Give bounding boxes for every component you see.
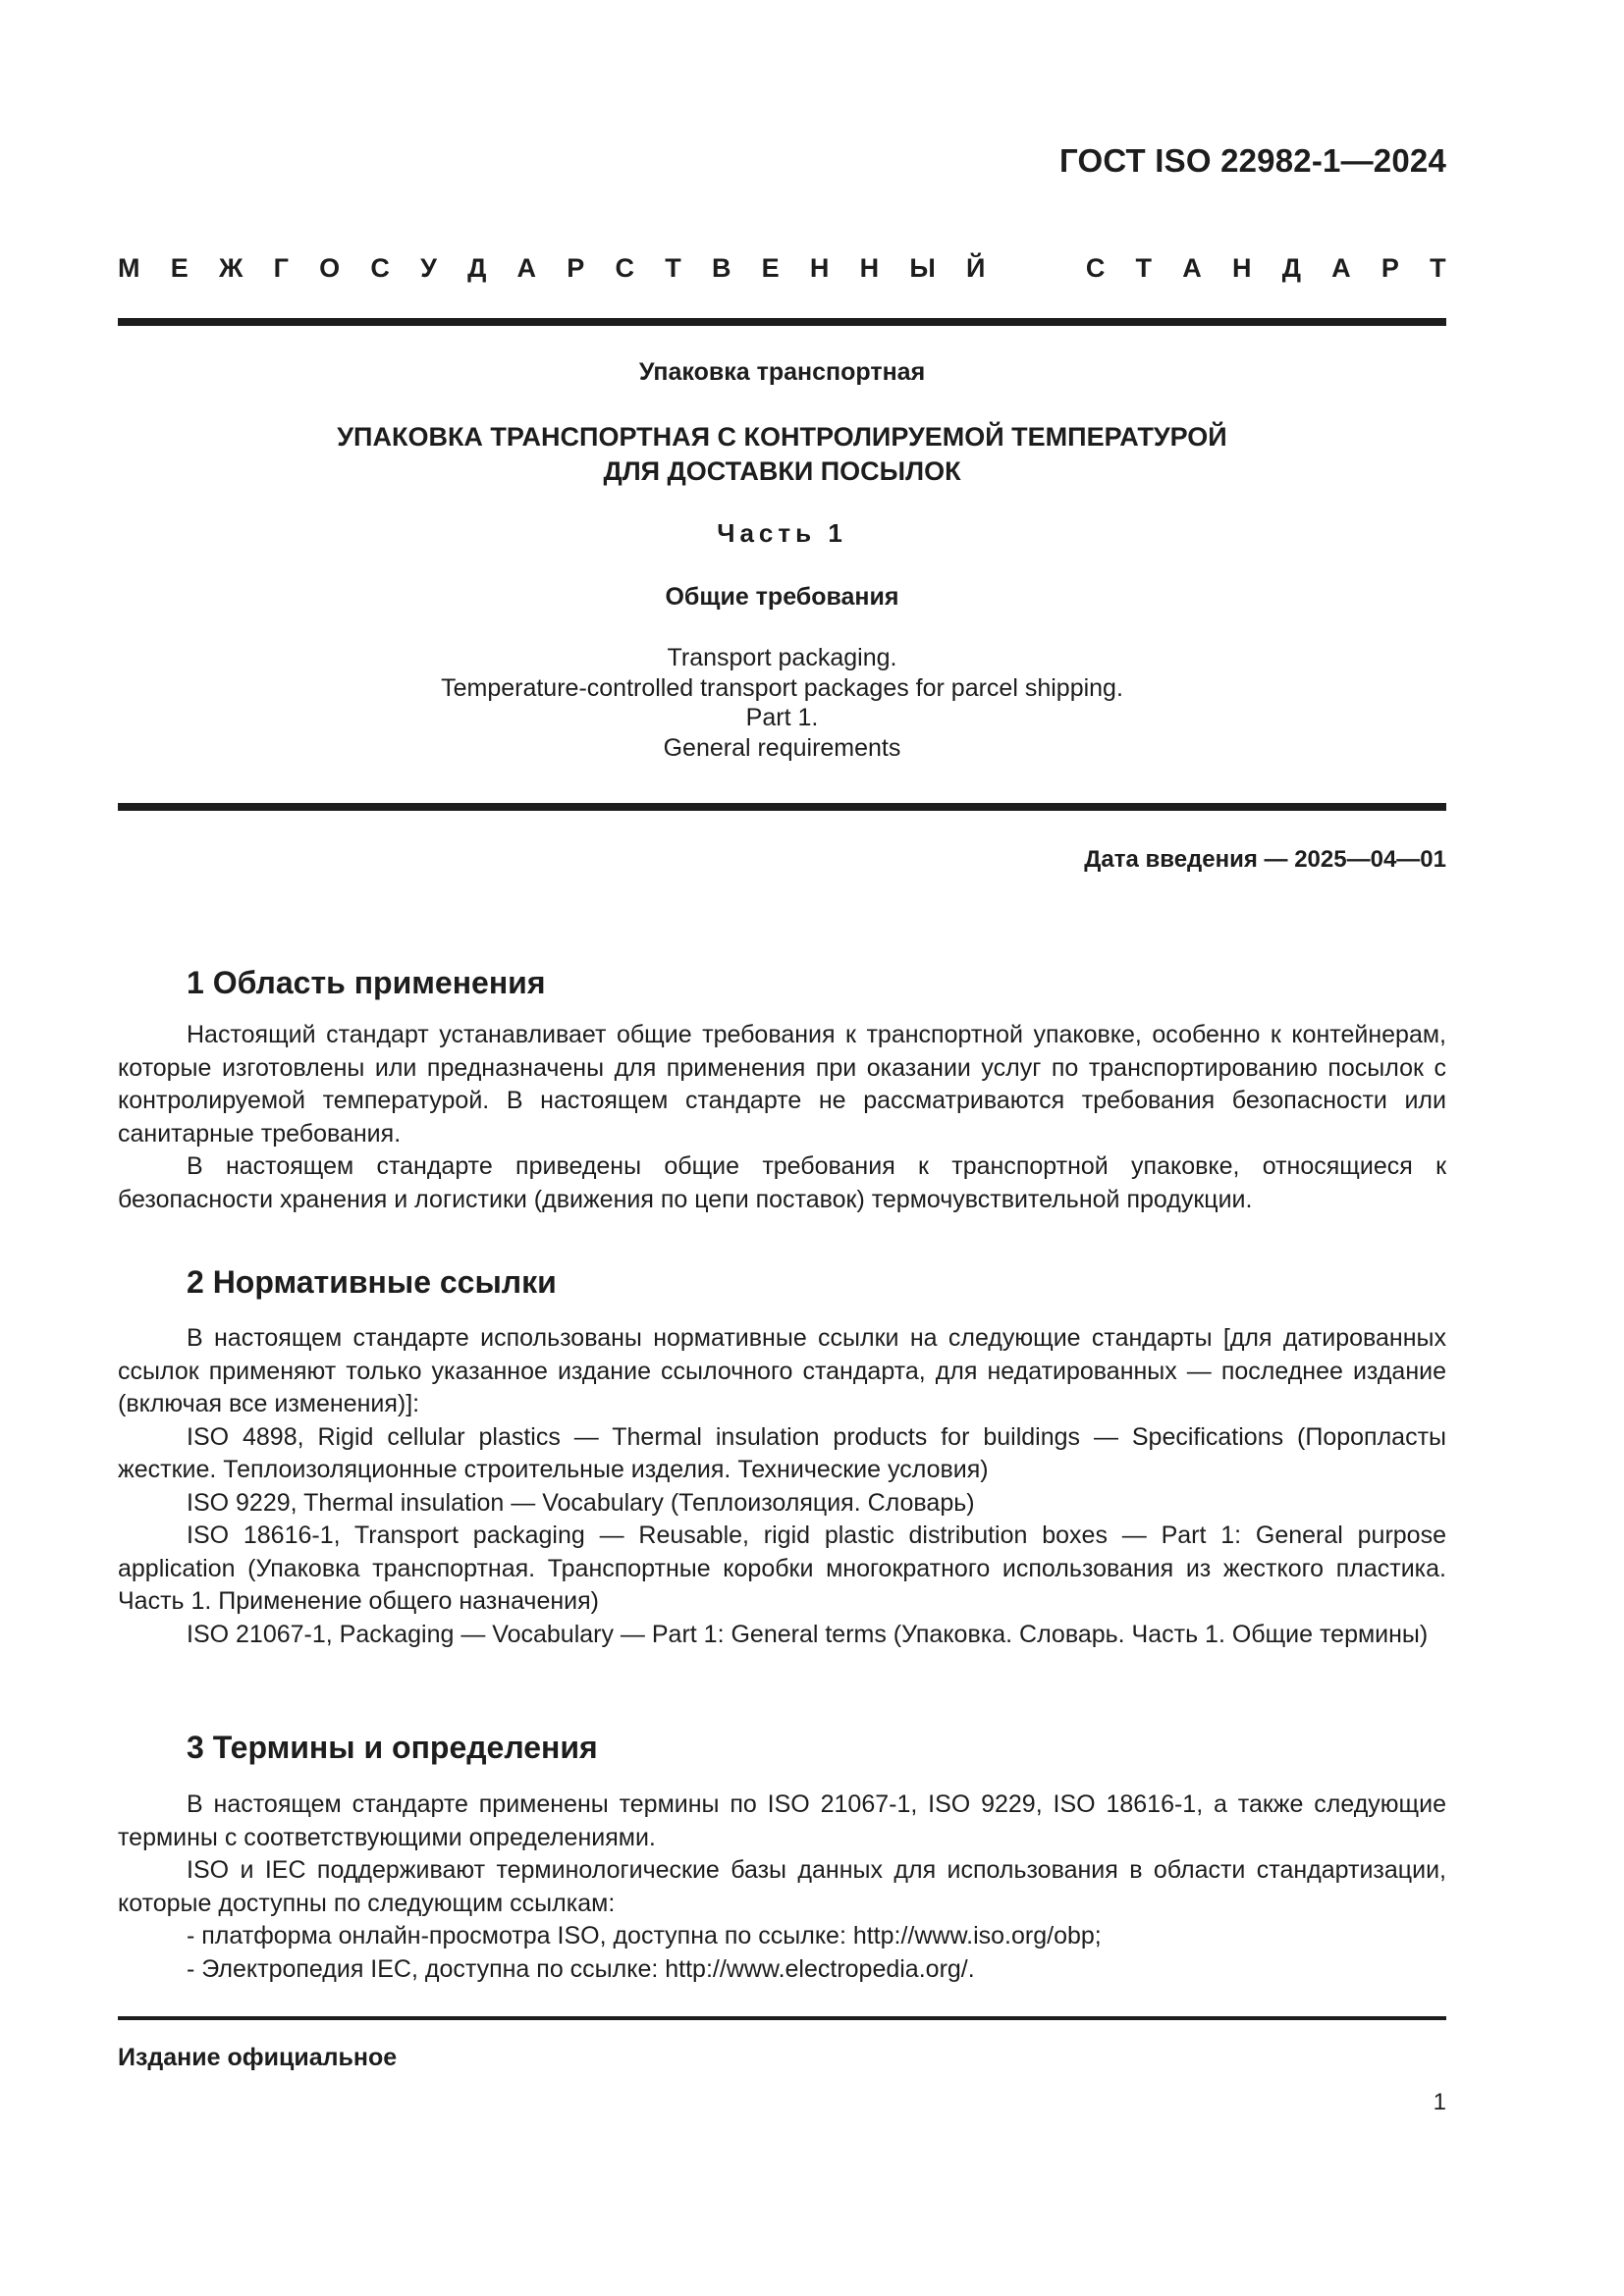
normative-reference: ISO 4898, Rigid cellular plastics — Thermal insulation products for buildings — Specifications (Поропласты жесткие. Теплоизоляционные строительные изделия. Технические условия) — [118, 1422, 1446, 1483]
part-title: Общие требования — [665, 583, 899, 611]
section-2-body — [118, 1322, 1446, 1651]
banner-letter: Е — [761, 253, 780, 283]
list-item: - платформа онлайн-просмотра ISO, доступна по ссылке: http://www.iso.org/obp; — [187, 1922, 1102, 1949]
banner-letter: Е — [170, 253, 189, 283]
part-label: Часть 1 — [717, 518, 847, 548]
english-title-line: Temperature-controlled transport packages for parcel shipping. — [441, 673, 1123, 702]
banner-letter: Д — [467, 253, 487, 283]
banner-letter: Р — [1380, 253, 1399, 283]
section-3-body — [118, 1789, 1446, 1986]
paragraph: ISO и IEC поддерживают терминологические базы данных для использования в области стандартизации, которые доступны по следующим ссылкам: — [118, 1856, 1446, 1917]
banner-letter: А — [516, 253, 537, 283]
section-3-heading: 3 Термины и определения — [187, 1730, 598, 1765]
page-number: 1 — [1433, 2089, 1446, 2115]
banner-letter: А — [1182, 253, 1202, 283]
banner-letter: У — [420, 253, 437, 283]
official-edition-label: Издание официальное — [118, 2044, 398, 2071]
section-2-heading: 2 Нормативные ссылки — [187, 1264, 557, 1300]
section-1-body — [118, 1019, 1446, 1216]
banner-letter: Г — [273, 253, 289, 283]
normative-reference: ISO 9229, Thermal insulation — Vocabulary (Теплоизоляция. Словарь) — [187, 1488, 975, 1517]
title-divider — [118, 803, 1446, 811]
banner-letter: Н — [1231, 253, 1252, 283]
banner-letter: В — [711, 253, 731, 283]
paragraph: В настоящем стандарте использованы нормативные ссылки на следующие стандарты [для датированных ссылок применяют только указанное издание ссылочного стандарта, для недатированных — последнее издание (включая все изменения)]: — [118, 1324, 1446, 1417]
document-code: ГОСТ ISO 22982-1—2024 — [1058, 142, 1446, 179]
paragraph: В настоящем стандарте приведены общие требования к транспортной упаковке, относящиеся к безопасности хранения и логистики (движения по цепи поставок) термочувствительной продукции. — [118, 1152, 1446, 1213]
banner-letter: Р — [567, 253, 585, 283]
english-title-line: General requirements — [663, 733, 901, 762]
banner-letter: Т — [1135, 253, 1153, 283]
normative-reference: ISO 21067-1, Packaging — Vocabulary — Part 1: General terms (Упаковка. Словарь. Часть 1. Общие термины) — [187, 1620, 1429, 1648]
main-title — [118, 420, 1446, 489]
footer-divider — [118, 2016, 1446, 2020]
document-subject: Упаковка транспортная — [638, 358, 926, 386]
top-divider — [118, 318, 1446, 326]
interstate-standard-banner — [118, 253, 1446, 284]
banner-letter: С — [370, 253, 390, 283]
english-title-line: Transport packaging. — [667, 644, 897, 671]
banner-letter: Д — [1281, 253, 1301, 283]
english-title — [118, 643, 1446, 763]
banner-word-gap — [1016, 253, 1056, 284]
normative-reference: ISO 18616-1, Transport packaging — Reusable, rigid plastic distribution boxes — Part 1: General purpose application (Упаковка транспортная. Транспортные коробки многократного использования из жесткого пластика. Часть 1. Применение общего назначения) — [118, 1522, 1446, 1615]
banner-letter: Н — [859, 253, 880, 283]
paragraph: В настоящем стандарте применены термины по ISO 21067-1, ISO 9229, ISO 18616-1, а также следующие термины с соответствующими определениями. — [118, 1790, 1446, 1851]
banner-letter: Н — [809, 253, 830, 283]
banner-letter: Т — [665, 253, 681, 283]
main-title-line: ДЛЯ ДОСТАВКИ ПОСЫЛОК — [603, 456, 961, 486]
paragraph: Настоящий стандарт устанавливает общие требования к транспортной упаковке, особенно к контейнерам, которые изготовлены или предназначены для применения при оказании услуг по транспортированию посылок с контролируемой температурой. В настоящем стандарте не рассматриваются требования безопасности или санитарные требования. — [118, 1021, 1446, 1148]
banner-letter: Ы — [909, 253, 936, 283]
list-item: - Электропедия IEC, доступна по ссылке: http://www.electropedia.org/. — [187, 1954, 975, 1983]
banner-letter: С — [615, 253, 634, 283]
introduction-date: Дата введения — 2025—04—01 — [1084, 846, 1446, 873]
english-title-line: Part 1. — [745, 704, 819, 731]
section-1-heading: 1 Область применения — [187, 965, 546, 1000]
banner-letter: С — [1085, 253, 1106, 283]
banner-letter: Ж — [218, 253, 244, 283]
banner-letter: А — [1331, 253, 1351, 283]
banner-letter: Т — [1430, 253, 1446, 283]
main-title-line: УПАКОВКА ТРАНСПОРТНАЯ С КОНТРОЛИРУЕМОЙ ТЕМПЕРАТУРОЙ — [337, 422, 1227, 452]
banner-letter: О — [319, 253, 341, 283]
banner-letter: М — [118, 253, 140, 283]
banner-letter: Й — [965, 253, 986, 283]
